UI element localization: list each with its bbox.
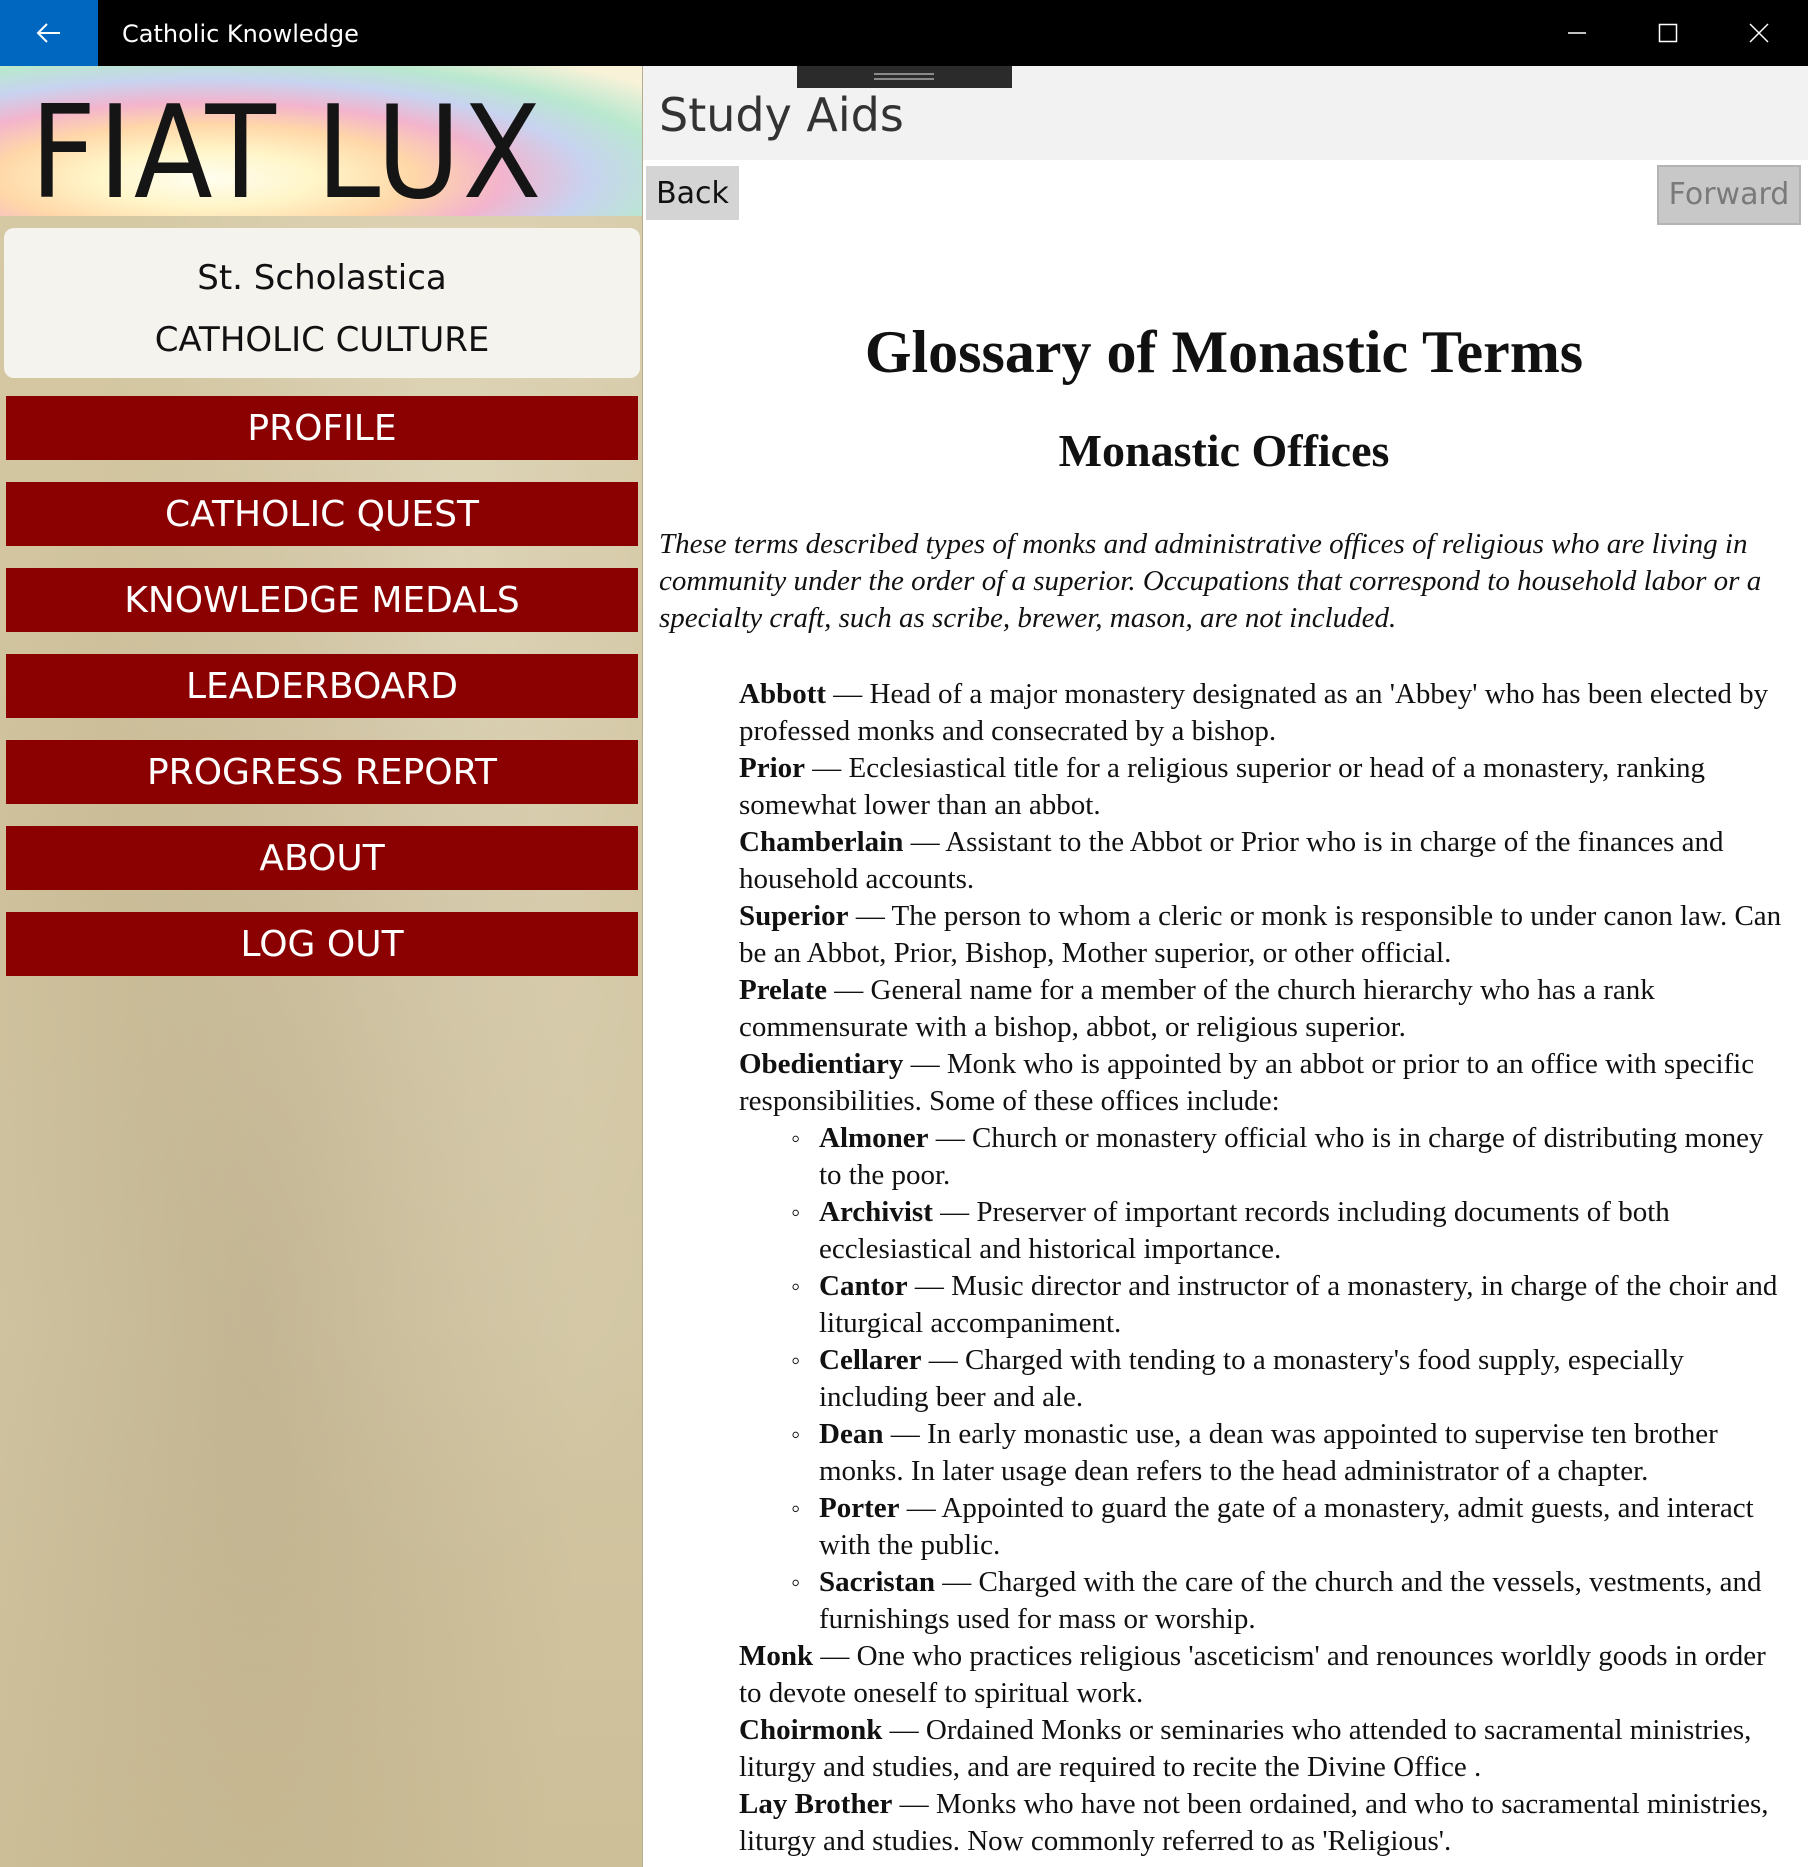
sub-term-entry <box>819 1490 1789 1564</box>
term-name: Monk <box>739 1640 814 1672</box>
school-subtitle: CATHOLIC CULTURE <box>154 320 490 360</box>
minimize-icon <box>1567 23 1587 43</box>
grip-line <box>874 73 934 75</box>
term-definition: — Preserver of important records including documents of both ecclesiastical and historical importance. <box>819 1196 1670 1265</box>
term-name: Cantor <box>819 1270 908 1302</box>
nav-catholic-quest-button[interactable]: CATHOLIC QUEST <box>6 482 638 546</box>
term-definition: — Head of a major monastery designated as an 'Abbey' who has been elected by professed monks and consecrated by a bishop. <box>739 678 1769 747</box>
term-definition: — Church or monastery official who is in charge of distributing money to the poor. <box>819 1122 1764 1191</box>
close-icon <box>1749 23 1769 43</box>
nav-about-button[interactable]: ABOUT <box>6 826 638 890</box>
term-definition: — Music director and instructor of a monastery, in charge of the choir and liturgical accompaniment. <box>819 1270 1778 1339</box>
maximize-button[interactable] <box>1623 0 1713 66</box>
term-name: Cellarer <box>819 1344 922 1376</box>
page-heading: Study Aids <box>659 88 904 142</box>
term-name: Chamberlain <box>739 826 904 858</box>
school-name: St. Scholastica <box>197 258 447 298</box>
close-button[interactable] <box>1714 0 1804 66</box>
term-definition: — Assistant to the Abbot or Prior who is in charge of the finances and household accounts. <box>739 826 1724 895</box>
term-name: Prelate <box>739 974 828 1006</box>
term-definition: — Appointed to guard the gate of a monastery, admit guests, and interact with the public. <box>819 1492 1754 1561</box>
term-name: Abbott <box>739 678 827 710</box>
term-name: Obedientiary <box>739 1048 904 1080</box>
term-entry <box>739 1786 1789 1860</box>
term-entry <box>739 1638 1789 1712</box>
nav-knowledge-medals-button[interactable]: KNOWLEDGE MEDALS <box>6 568 638 632</box>
window-title: Catholic Knowledge <box>122 20 359 48</box>
term-list <box>739 676 1789 1860</box>
sub-term-entry <box>819 1564 1789 1638</box>
term-definition: — One who practices religious 'asceticism' and renounces worldly goods in order to devote oneself to spiritual work. <box>739 1640 1766 1709</box>
term-definition: — Monks who have not been ordained, and who to sacramental ministries, liturgy and studies. Now commonly referred to as 'Religious'. <box>739 1788 1769 1857</box>
term-definition: — Monk who is appointed by an abbot or prior to an office with specific responsibilities. Some of these offices include: <box>739 1048 1755 1117</box>
term-name: Choirmonk <box>739 1714 883 1746</box>
term-name: Sacristan <box>819 1566 935 1598</box>
drag-handle[interactable] <box>797 66 1012 88</box>
term-entry <box>739 676 1789 750</box>
term-name: Dean <box>819 1418 884 1450</box>
term-entry <box>739 750 1789 824</box>
term-definition: — The person to whom a cleric or monk is responsible to under canon law. Can be an Abbot, Prior, Bishop, Mother superior, or other official. <box>739 900 1782 969</box>
term-definition: — Charged with the care of the church and the vessels, vestments, and furnishings used for mass or worship. <box>819 1566 1762 1635</box>
term-name: Prior <box>739 752 806 784</box>
term-definition: — Charged with tending to a monastery's food supply, especially including beer and ale. <box>819 1344 1684 1413</box>
term-name: Superior <box>739 900 849 932</box>
nav-progress-report-button[interactable]: PROGRESS REPORT <box>6 740 638 804</box>
nav-log-out-button[interactable]: LOG OUT <box>6 912 638 976</box>
term-entry <box>739 1712 1789 1786</box>
intro-paragraph: These terms described types of monks and administrative offices of religious who are living in community under the order of a superior. Occupations that correspond to household labor or a specialty craft, such as scribe, brewer, mason, are not included. <box>659 528 1762 634</box>
sub-term-entry <box>819 1342 1789 1416</box>
term-definition: — In early monastic use, a dean was appointed to supervise ten brother monks. In later usage dean refers to the head administrator of a chapter. <box>819 1418 1718 1487</box>
minimize-button[interactable] <box>1532 0 1622 66</box>
sub-term-entry <box>819 1120 1789 1194</box>
forward-button[interactable]: Forward <box>1657 165 1801 225</box>
nav-profile-button[interactable]: PROFILE <box>6 396 638 460</box>
sub-term-entry <box>819 1268 1789 1342</box>
sub-term-entry <box>819 1416 1789 1490</box>
logo-banner <box>0 66 642 228</box>
term-name: Porter <box>819 1492 900 1524</box>
term-definition: — Ordained Monks or seminaries who attended to sacramental ministries, liturgy and studies, and are required to recite the Divine Office . <box>739 1714 1752 1783</box>
term-name: Lay Brother <box>739 1788 893 1820</box>
nav-leaderboard-button[interactable]: LEADERBOARD <box>6 654 638 718</box>
document-title: Glossary of Monastic Terms <box>864 319 1584 385</box>
window-back-button[interactable] <box>0 0 98 66</box>
back-button[interactable]: Back <box>646 166 739 220</box>
sub-term-entry <box>819 1194 1789 1268</box>
term-definition: — Ecclesiastical title for a religious superior or head of a monastery, ranking somewhat lower than an abbot. <box>739 752 1706 821</box>
main-panel <box>643 66 1808 1867</box>
sub-term-list <box>739 1120 1789 1638</box>
school-card <box>4 228 640 378</box>
term-entry <box>739 898 1789 972</box>
section-title: Monastic Offices <box>1058 425 1390 476</box>
title-bar <box>0 0 1808 66</box>
term-entry <box>739 824 1789 898</box>
term-entry <box>739 972 1789 1046</box>
logo: FIAT LUX <box>30 79 544 228</box>
maximize-icon <box>1658 23 1678 43</box>
term-name: Archivist <box>819 1196 933 1228</box>
sidebar <box>0 66 643 1867</box>
arrow-left-icon <box>36 22 62 44</box>
term-entry <box>739 1046 1789 1120</box>
term-definition: — General name for a member of the church hierarchy who has a rank commensurate with a bishop, abbot, or religious superior. <box>739 974 1655 1043</box>
term-name: Almoner <box>819 1122 929 1154</box>
grip-line <box>874 78 934 80</box>
